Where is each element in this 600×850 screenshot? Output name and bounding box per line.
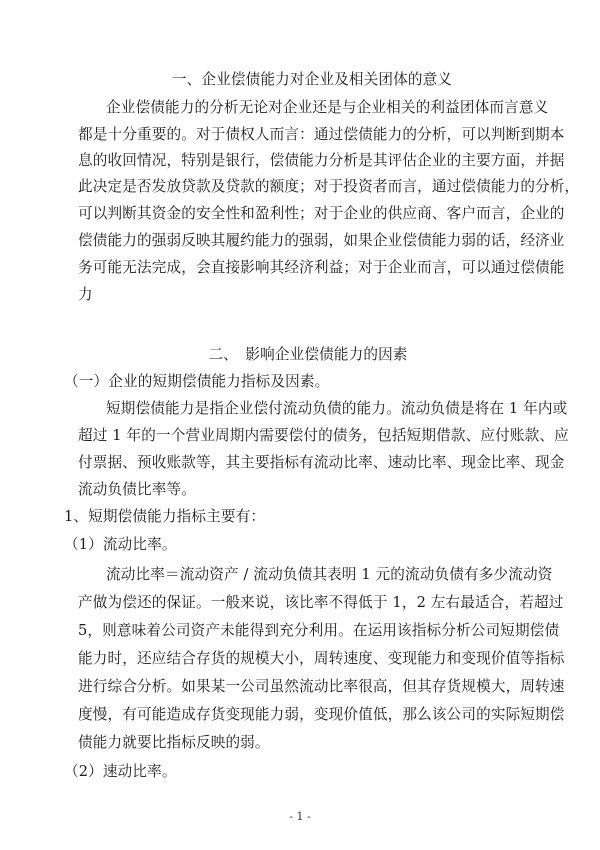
list-subitem-heading: （1）流动比率。 xyxy=(64,536,177,553)
paragraph-line: 可以判断其资金的安全性和盈利性；对于企业的供应商、客户而言，企业的 xyxy=(78,205,565,222)
paragraph-line: 流动负债比率等。 xyxy=(78,481,196,498)
paragraph-line: 短期偿债能力是指企业偿付流动负债的能力。流动负债是将在 1 年内或 xyxy=(106,400,568,417)
paragraph-line: 企业偿债能力的分析无论对企业还是与企业相关的利益团体而言意义 xyxy=(106,99,549,116)
paragraph-line: 度慢，有可能造成存货变现能力弱，变现价值低，那么该公司的实际短期偿 xyxy=(78,706,565,723)
paragraph-line: 债能力就要比指标反映的弱。 xyxy=(78,734,270,751)
paragraph-line: 5，则意味着公司资产未能得到充分利用。在运用该指标分析公司短期偿债 xyxy=(78,622,560,639)
paragraph-line: 能力时，还应结合存货的规模大小，周转速度、变现能力和变现价值等指标 xyxy=(78,650,565,667)
section1-heading: 一、企业偿债能力对企业及相关团体的意义 xyxy=(171,71,453,88)
section2-heading: 二、 影响企业偿债能力的因素 xyxy=(208,346,408,363)
paragraph-line: 此决定是否发放贷款及贷款的额度；对于投资者而言，通过偿债能力的分析， xyxy=(78,178,580,195)
paragraph-line: 务可能无法完成，会直接影响其经济利益；对于企业而言，可以通过偿债能 xyxy=(78,259,565,276)
list-subitem-heading: （2）速动比率。 xyxy=(64,763,177,780)
paragraph-line: 产做为偿还的保证。一般来说，该比率不得低于 1，2 左右最适合，若超过 xyxy=(78,594,564,611)
paragraph-line: 力 xyxy=(78,286,93,303)
paragraph-line: 息的收回情况，特别是银行，偿债能力分析是其评估企业的主要方面，并据 xyxy=(78,152,565,169)
paragraph-line: 都是十分重要的。对于债权人而言：通过偿债能力的分析，可以判断到期本 xyxy=(78,126,565,143)
paragraph-line: 偿债能力的强弱反映其履约能力的强弱，如果企业偿债能力弱的话，经济业 xyxy=(78,232,565,249)
page-number: - 1 - xyxy=(289,810,311,823)
paragraph-line: 超过 1 年的一个营业周期内需要偿付的债务，包括短期借款、应付账款、应 xyxy=(78,427,569,444)
paragraph-line: 进行综合分析。如果某一公司虽然流动比率很高，但其存货规模大，周转速 xyxy=(78,678,565,695)
list-item-heading: 1、短期偿债能力指标主要有： xyxy=(64,508,266,525)
paragraph-line: 流动比率＝流动资产 / 流动负债其表明 1 元的流动负债有多少流动资 xyxy=(106,566,553,583)
section2-subheading: （一）企业的短期偿债能力指标及因素。 xyxy=(64,373,330,390)
paragraph-line: 付票据、预收账款等，其主要指标有流动比率、速动比率、现金比率、现金 xyxy=(78,454,565,471)
